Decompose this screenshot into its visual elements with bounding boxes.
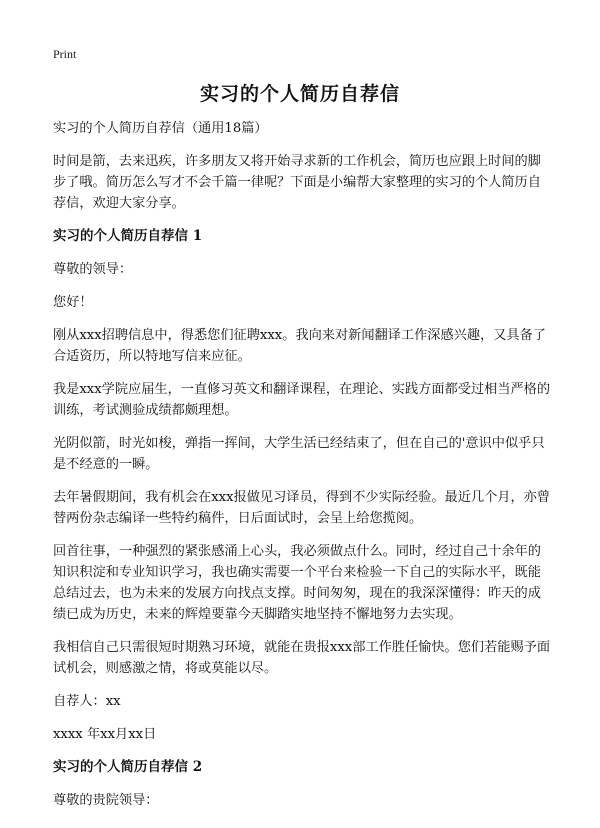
letter-1-heading: 实习的个人简历自荐信 1 <box>53 228 203 244</box>
letter-1-signature: 自荐人：xx <box>53 694 121 709</box>
letter-1-paragraph: 回首往事，一种强烈的紧张感涌上心头，我必须做点什么。同时，经过自己十余年的知识积淀和专业知识学习，我也确实需要一个平台来检验一下自己的实际水平，既能总结过去，也为未来的发展方向找点支撑。时间匆匆，现在的我深深懂得：昨天的成绩已成为历史，未来的辉煌要靠今天脚踏实地坚持不懈地努力去实现。 <box>53 544 541 622</box>
subtitle: 实习的个人简历自荐信（通用18篇） <box>53 121 268 136</box>
letter-1-salutation: 尊敬的领导： <box>53 262 133 277</box>
letter-1-paragraph: 我是xxx学院应届生，一直修习英文和翻译课程，在理论、实践方面都受过相当严格的训练，考试测验成绩都颇理想。 <box>53 382 551 418</box>
letter-1-paragraph: 我相信自己只需很短时期熟习环境，就能在贵报xxx部工作胜任愉快。您们若能赐予面试机会，则感激之情，将或莫能以尽。 <box>53 640 551 676</box>
letter-2-salutation: 尊敬的贵院领导： <box>53 793 159 808</box>
intro-paragraph: 时间是箭，去来迅疾，许多朋友又将开始寻求新的工作机会，简历也应跟上时间的脚步了哦。简历怎么写才不会千篇一律呢？下面是小编帮大家整理的实习的个人简历自荐信，欢迎大家分享。 <box>53 154 541 211</box>
document-body <box>53 118 553 823</box>
letter-1-paragraph: 去年暑假期间，我有机会在xxx报做见习译员，得到不少实际经验。最近几个月，亦曾替两份杂志编译一些特约稿件，日后面试时，会呈上给您揽阅。 <box>53 490 551 526</box>
letter-1-paragraph: 光阴似箭，时光如梭，弹指一挥间，大学生活已经结束了，但在自己的'意识中似乎只是不经意的一瞬。 <box>53 436 545 472</box>
print-label[interactable]: Print <box>53 47 77 61</box>
document-title: 实习的个人简历自荐信 <box>199 83 400 105</box>
letter-1-date: xxxx 年xx月xx日 <box>53 727 157 742</box>
letter-1-paragraph: 刚从xxx招聘信息中，得悉您们征聘xxx。我向来对新闻翻译工作深感兴趣，又具备了合适资历，所以特地写信来应征。 <box>53 328 546 364</box>
letter-1-greeting: 您好！ <box>53 295 93 310</box>
letter-2-heading: 实习的个人简历自荐信 2 <box>53 759 203 775</box>
